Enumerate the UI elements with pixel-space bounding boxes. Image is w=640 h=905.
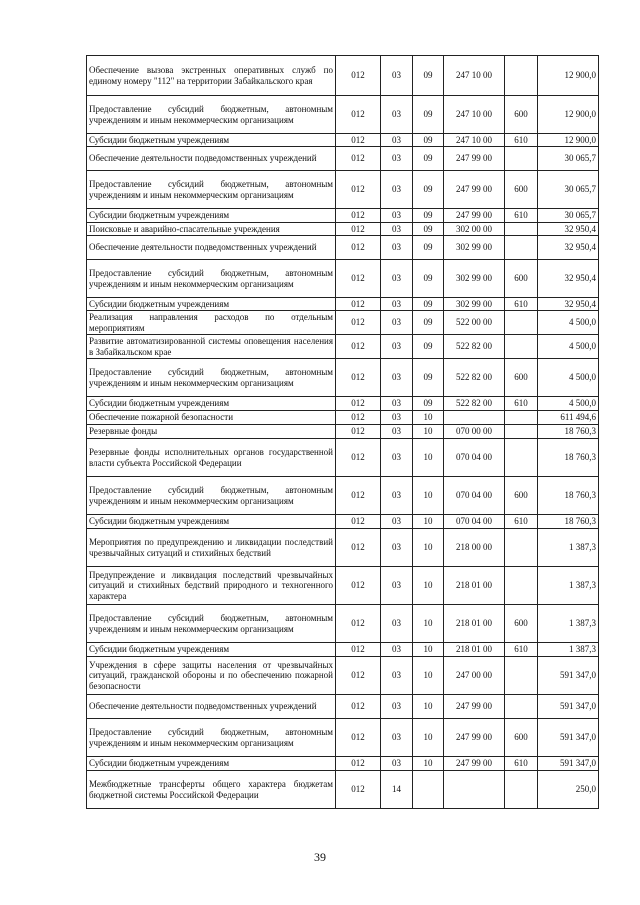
row-amount: 4 500,0	[538, 311, 599, 335]
row-subsection: 10	[413, 425, 444, 439]
row-ministry: 012	[336, 298, 381, 311]
row-target: 247 99 00	[444, 757, 505, 771]
table-row	[87, 335, 599, 359]
row-name: Субсидии бюджетным учреждениям	[87, 134, 336, 147]
row-ministry: 012	[336, 209, 381, 223]
table-row	[87, 425, 599, 439]
row-section: 03	[381, 695, 413, 719]
row-target: 218 01 00	[444, 567, 505, 605]
row-target: 247 99 00	[444, 719, 505, 757]
row-section: 03	[381, 147, 413, 171]
row-target: 218 01 00	[444, 605, 505, 643]
row-name: Межбюджетные трансферты общего характера бюджетам бюджетной системы Российской Федерации	[87, 771, 336, 809]
row-subsection: 10	[413, 719, 444, 757]
row-section: 03	[381, 96, 413, 134]
row-section: 03	[381, 397, 413, 411]
row-section: 14	[381, 771, 413, 809]
row-section: 03	[381, 223, 413, 236]
row-ministry: 012	[336, 605, 381, 643]
table-row	[87, 529, 599, 567]
row-name: Предоставление субсидий бюджетным, автономным учреждениям и иным некоммерческим организациям	[87, 171, 336, 209]
row-section: 03	[381, 567, 413, 605]
row-ministry: 012	[336, 643, 381, 657]
table-row	[87, 695, 599, 719]
row-name: Предоставление субсидий бюджетным, автономным учреждениям и иным некоммерческим организациям	[87, 605, 336, 643]
row-target: 218 01 00	[444, 643, 505, 657]
row-amount: 12 900,0	[538, 134, 599, 147]
row-amount: 30 065,7	[538, 147, 599, 171]
table-row	[87, 515, 599, 529]
row-name: Субсидии бюджетным учреждениям	[87, 209, 336, 223]
row-amount: 12 900,0	[538, 56, 599, 96]
row-section: 03	[381, 515, 413, 529]
row-ministry: 012	[336, 236, 381, 260]
row-ministry: 012	[336, 411, 381, 425]
row-target: 218 00 00	[444, 529, 505, 567]
row-expense-type: 600	[505, 171, 538, 209]
row-amount: 32 950,4	[538, 223, 599, 236]
row-ministry: 012	[336, 439, 381, 477]
row-ministry: 012	[336, 477, 381, 515]
row-amount: 32 950,4	[538, 236, 599, 260]
row-target: 247 99 00	[444, 209, 505, 223]
row-section: 03	[381, 529, 413, 567]
row-amount: 4 500,0	[538, 335, 599, 359]
row-expense-type: 610	[505, 209, 538, 223]
row-subsection: 10	[413, 515, 444, 529]
row-expense-type	[505, 236, 538, 260]
row-target: 247 10 00	[444, 134, 505, 147]
row-target	[444, 411, 505, 425]
row-name: Обеспечение деятельности подведомственных учреждений	[87, 236, 336, 260]
row-section: 03	[381, 719, 413, 757]
row-target: 302 99 00	[444, 260, 505, 298]
table-row	[87, 236, 599, 260]
row-name: Резервные фонды исполнительных органов государственной власти субъекта Российской Федерации	[87, 439, 336, 477]
row-expense-type	[505, 771, 538, 809]
row-subsection: 10	[413, 411, 444, 425]
row-expense-type: 600	[505, 359, 538, 397]
row-section: 03	[381, 260, 413, 298]
table-row	[87, 209, 599, 223]
row-expense-type: 600	[505, 477, 538, 515]
row-section: 03	[381, 236, 413, 260]
row-section: 03	[381, 643, 413, 657]
row-target: 522 82 00	[444, 397, 505, 411]
row-amount: 4 500,0	[538, 359, 599, 397]
row-name: Субсидии бюджетным учреждениям	[87, 298, 336, 311]
row-name: Предоставление субсидий бюджетным, автономным учреждениям и иным некоммерческим организациям	[87, 359, 336, 397]
row-section: 03	[381, 171, 413, 209]
table-row	[87, 134, 599, 147]
row-expense-type: 600	[505, 605, 538, 643]
row-ministry: 012	[336, 567, 381, 605]
row-expense-type: 600	[505, 96, 538, 134]
row-subsection: 10	[413, 529, 444, 567]
row-target: 302 99 00	[444, 236, 505, 260]
row-name: Предупреждение и ликвидация последствий чрезвычайных ситуаций и стихийных бедствий природного и техногенного характера	[87, 567, 336, 605]
row-subsection: 09	[413, 236, 444, 260]
row-section: 03	[381, 298, 413, 311]
row-target: 247 99 00	[444, 147, 505, 171]
row-ministry: 012	[336, 171, 381, 209]
row-expense-type: 600	[505, 719, 538, 757]
row-name: Учреждения в сфере защиты населения от чрезвычайных ситуаций, гражданской обороны и по обеспечению пожарной безопасности	[87, 657, 336, 695]
row-ministry: 012	[336, 515, 381, 529]
row-amount: 18 760,3	[538, 477, 599, 515]
row-section: 03	[381, 56, 413, 96]
row-expense-type	[505, 567, 538, 605]
row-amount: 18 760,3	[538, 439, 599, 477]
row-subsection: 09	[413, 260, 444, 298]
row-name: Субсидии бюджетным учреждениям	[87, 643, 336, 657]
row-expense-type	[505, 529, 538, 567]
row-amount: 30 065,7	[538, 209, 599, 223]
table-row	[87, 657, 599, 695]
row-expense-type	[505, 56, 538, 96]
row-target: 522 82 00	[444, 335, 505, 359]
row-section: 03	[381, 477, 413, 515]
row-section: 03	[381, 359, 413, 397]
row-subsection: 09	[413, 56, 444, 96]
row-subsection: 10	[413, 657, 444, 695]
row-subsection: 09	[413, 359, 444, 397]
row-section: 03	[381, 657, 413, 695]
row-expense-type	[505, 695, 538, 719]
row-amount: 250,0	[538, 771, 599, 809]
row-subsection: 10	[413, 439, 444, 477]
row-subsection: 10	[413, 757, 444, 771]
row-subsection: 09	[413, 209, 444, 223]
budget-table-body	[87, 56, 599, 809]
row-subsection: 10	[413, 695, 444, 719]
row-ministry: 012	[336, 134, 381, 147]
row-ministry: 012	[336, 757, 381, 771]
row-name: Предоставление субсидий бюджетным, автономным учреждениям и иным некоммерческим организациям	[87, 477, 336, 515]
row-subsection: 10	[413, 605, 444, 643]
row-name: Поисковые и аварийно-спасательные учреждения	[87, 223, 336, 236]
row-subsection: 10	[413, 477, 444, 515]
row-expense-type: 610	[505, 643, 538, 657]
row-section: 03	[381, 757, 413, 771]
table-row	[87, 147, 599, 171]
row-amount: 1 387,3	[538, 567, 599, 605]
row-name: Мероприятия по предупреждению и ликвидации последствий чрезвычайных ситуаций и стихийных бедствий	[87, 529, 336, 567]
row-expense-type: 610	[505, 757, 538, 771]
row-expense-type	[505, 425, 538, 439]
row-subsection: 09	[413, 335, 444, 359]
table-row	[87, 643, 599, 657]
row-expense-type	[505, 335, 538, 359]
row-amount: 18 760,3	[538, 515, 599, 529]
table-row	[87, 605, 599, 643]
table-row	[87, 567, 599, 605]
row-section: 03	[381, 311, 413, 335]
row-amount: 12 900,0	[538, 96, 599, 134]
row-ministry: 012	[336, 311, 381, 335]
table-row	[87, 171, 599, 209]
row-target: 522 82 00	[444, 359, 505, 397]
row-amount: 611 494,6	[538, 411, 599, 425]
row-subsection: 09	[413, 298, 444, 311]
row-ministry: 012	[336, 771, 381, 809]
row-expense-type: 610	[505, 397, 538, 411]
row-subsection: 10	[413, 643, 444, 657]
row-target: 070 04 00	[444, 439, 505, 477]
row-subsection: 09	[413, 397, 444, 411]
row-subsection: 09	[413, 147, 444, 171]
row-section: 03	[381, 209, 413, 223]
row-ministry: 012	[336, 397, 381, 411]
table-row	[87, 96, 599, 134]
row-target: 247 00 00	[444, 657, 505, 695]
row-ministry: 012	[336, 260, 381, 298]
row-subsection: 09	[413, 96, 444, 134]
row-target: 247 10 00	[444, 96, 505, 134]
row-expense-type	[505, 411, 538, 425]
row-expense-type: 610	[505, 298, 538, 311]
table-row	[87, 397, 599, 411]
table-row	[87, 757, 599, 771]
row-ministry: 012	[336, 529, 381, 567]
row-name: Субсидии бюджетным учреждениям	[87, 757, 336, 771]
table-row	[87, 56, 599, 96]
row-ministry: 012	[336, 719, 381, 757]
table-row	[87, 411, 599, 425]
row-ministry: 012	[336, 96, 381, 134]
row-ministry: 012	[336, 147, 381, 171]
row-amount: 30 065,7	[538, 171, 599, 209]
row-subsection: 09	[413, 171, 444, 209]
page-number: 39	[314, 850, 326, 864]
row-amount: 32 950,4	[538, 260, 599, 298]
table-row	[87, 719, 599, 757]
row-name: Обеспечение вызова экстренных оперативных служб по единому номеру "112" на территории Забайкальского края	[87, 56, 336, 96]
row-expense-type: 610	[505, 515, 538, 529]
row-name: Обеспечение пожарной безопасности	[87, 411, 336, 425]
row-section: 03	[381, 411, 413, 425]
row-name: Реализация направления расходов по отдельным мероприятиям	[87, 311, 336, 335]
row-ministry: 012	[336, 425, 381, 439]
row-target: 302 99 00	[444, 298, 505, 311]
row-target: 302 00 00	[444, 223, 505, 236]
row-amount: 1 387,3	[538, 529, 599, 567]
row-expense-type	[505, 223, 538, 236]
row-amount: 591 347,0	[538, 757, 599, 771]
row-expense-type	[505, 657, 538, 695]
row-amount: 1 387,3	[538, 605, 599, 643]
row-amount: 1 387,3	[538, 643, 599, 657]
table-row	[87, 439, 599, 477]
row-ministry: 012	[336, 657, 381, 695]
table-row	[87, 477, 599, 515]
row-subsection: 10	[413, 567, 444, 605]
row-section: 03	[381, 134, 413, 147]
row-name: Предоставление субсидий бюджетным, автономным учреждениям и иным некоммерческим организациям	[87, 96, 336, 134]
row-target: 070 00 00	[444, 425, 505, 439]
row-name: Резервные фонды	[87, 425, 336, 439]
row-name: Субсидии бюджетным учреждениям	[87, 515, 336, 529]
row-target: 522 00 00	[444, 311, 505, 335]
row-amount: 591 347,0	[538, 719, 599, 757]
table-row	[87, 771, 599, 809]
row-ministry: 012	[336, 223, 381, 236]
row-target	[444, 771, 505, 809]
row-section: 03	[381, 439, 413, 477]
row-target: 247 99 00	[444, 171, 505, 209]
row-name: Субсидии бюджетным учреждениям	[87, 397, 336, 411]
row-expense-type	[505, 439, 538, 477]
row-amount: 4 500,0	[538, 397, 599, 411]
row-target: 070 04 00	[444, 515, 505, 529]
row-section: 03	[381, 605, 413, 643]
row-target: 247 99 00	[444, 695, 505, 719]
row-subsection	[413, 771, 444, 809]
row-subsection: 09	[413, 134, 444, 147]
budget-table	[86, 55, 599, 809]
row-target: 070 04 00	[444, 477, 505, 515]
table-row	[87, 298, 599, 311]
row-ministry: 012	[336, 695, 381, 719]
row-expense-type	[505, 311, 538, 335]
row-name: Обеспечение деятельности подведомственных учреждений	[87, 695, 336, 719]
row-name: Обеспечение деятельности подведомственных учреждений	[87, 147, 336, 171]
row-amount: 591 347,0	[538, 657, 599, 695]
row-name: Предоставление субсидий бюджетным, автономным учреждениям и иным некоммерческим организациям	[87, 260, 336, 298]
row-target: 247 10 00	[444, 56, 505, 96]
row-section: 03	[381, 335, 413, 359]
row-expense-type: 600	[505, 260, 538, 298]
row-name: Предоставление субсидий бюджетным, автономным учреждениям и иным некоммерческим организациям	[87, 719, 336, 757]
row-ministry: 012	[336, 56, 381, 96]
table-row	[87, 260, 599, 298]
row-name: Развитие автоматизированной системы оповещения населения в Забайкальском крае	[87, 335, 336, 359]
row-expense-type: 610	[505, 134, 538, 147]
row-amount: 18 760,3	[538, 425, 599, 439]
row-expense-type	[505, 147, 538, 171]
row-section: 03	[381, 425, 413, 439]
row-ministry: 012	[336, 335, 381, 359]
row-subsection: 09	[413, 311, 444, 335]
row-amount: 32 950,4	[538, 298, 599, 311]
row-ministry: 012	[336, 359, 381, 397]
table-row	[87, 223, 599, 236]
table-row	[87, 359, 599, 397]
row-subsection: 09	[413, 223, 444, 236]
table-row	[87, 311, 599, 335]
row-amount: 591 347,0	[538, 695, 599, 719]
